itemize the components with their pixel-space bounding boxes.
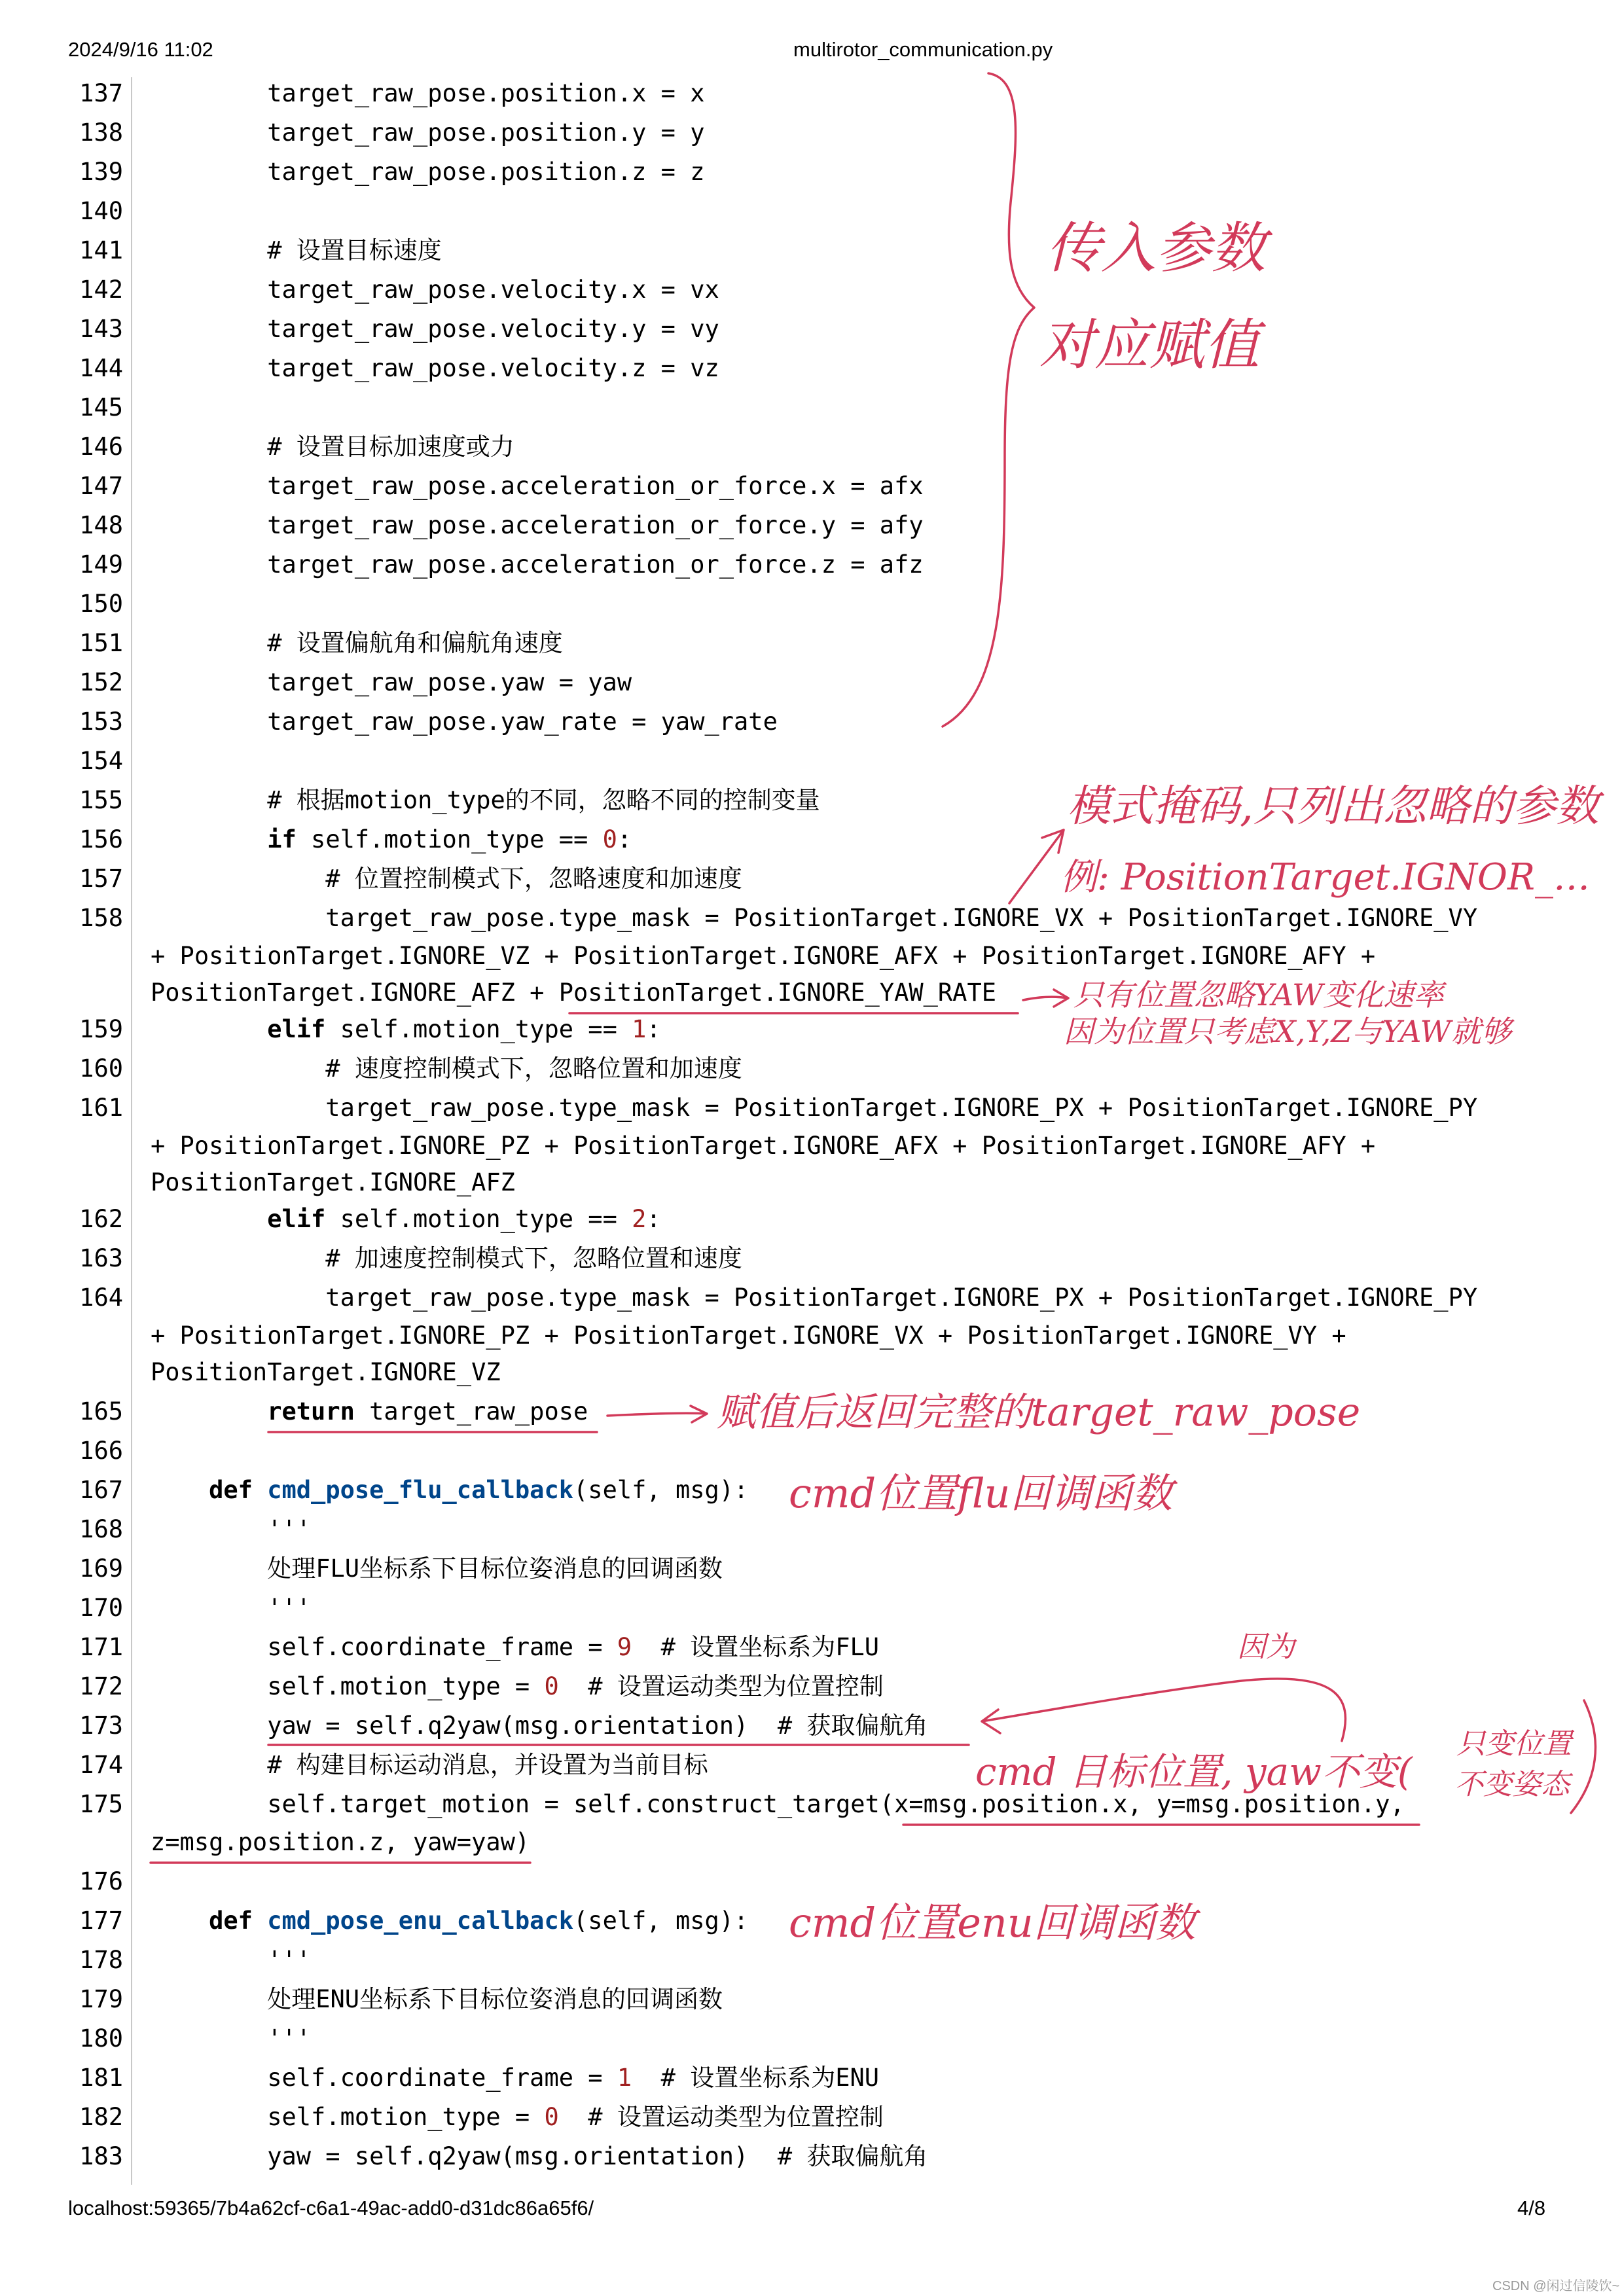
code-line: target_raw_pose.position.x = x: [151, 79, 705, 107]
code-line-wrap: PositionTarget.IGNORE_AFZ + PositionTarget.IGNORE_YAW_RATE: [151, 978, 997, 1007]
keyword: elif: [267, 1205, 326, 1233]
line-number: 139: [79, 158, 123, 186]
code-segment: # 设置运动类型为位置控制: [558, 2103, 884, 2131]
code-segment: # 设置运动类型为位置控制: [558, 1672, 884, 1700]
annotation-xyz-yaw: 因为位置只考虑X,Y,Z与YAW就够: [1064, 1014, 1511, 1049]
code-line: 处理FLU坐标系下目标位姿消息的回调函数: [151, 1554, 723, 1583]
code-line-wrap: + PositionTarget.IGNORE_VZ + PositionTarget.IGNORE_AFX + PositionTarget.IGNORE_AFY +: [151, 942, 1376, 970]
line-number: 177: [79, 1907, 123, 1935]
line-number: 143: [79, 315, 123, 343]
code-segment: self.motion_type ==: [325, 1205, 632, 1233]
code-line: target_raw_pose.acceleration_or_force.y = afy: [151, 511, 924, 539]
code-line: target_raw_pose.yaw = yaw: [151, 668, 632, 696]
code-line: target_raw_pose.yaw_rate = yaw_rate: [151, 708, 778, 736]
line-number: 142: [79, 276, 123, 304]
annotation-no-attitude: 不变姿态: [1454, 1768, 1570, 1801]
code-segment: self.coordinate_frame =: [267, 1633, 617, 1661]
line-number: 145: [79, 393, 123, 422]
line-number: 179: [79, 1985, 123, 2013]
line-number: 182: [79, 2103, 123, 2131]
line-number: 138: [79, 118, 123, 147]
code-line-wrap: + PositionTarget.IGNORE_PZ + PositionTarget.IGNORE_VX + PositionTarget.IGNORE_VY +: [151, 1321, 1346, 1350]
code-line: yaw = self.q2yaw(msg.orientation) # 获取偏航角: [151, 1712, 928, 1740]
annotation-yaw-rate: 只有位置忽略YAW变化速率: [1073, 977, 1444, 1013]
print-datetime: 2024/9/16 11:02: [68, 38, 213, 61]
code-line: # 加速度控制模式下，忽略位置和速度: [151, 1244, 742, 1272]
line-number: 154: [79, 747, 123, 775]
line-number: 180: [79, 2024, 123, 2053]
line-number: 147: [79, 472, 123, 500]
keyword: def: [209, 1476, 253, 1504]
code-line: ''': [151, 2024, 312, 2053]
code-segment: self.motion_type ==: [325, 1015, 632, 1043]
code-line: # 设置目标加速度或力: [151, 433, 514, 461]
line-number: 165: [79, 1397, 123, 1426]
line-number: 163: [79, 1244, 123, 1272]
code-line: # 设置目标速度: [151, 236, 442, 264]
annotation-return: 赋值后返回完整的target_raw_pose: [717, 1390, 1361, 1435]
line-number: 144: [79, 354, 123, 382]
function-name: cmd_pose_enu_callback: [267, 1907, 574, 1935]
page-number: 4/8: [1517, 2197, 1546, 2219]
code-line: # 根据motion_type的不同，忽略不同的控制变量: [151, 786, 820, 814]
code-line: target_raw_pose.type_mask = PositionTarget.IGNORE_PX + PositionTarget.IGNORE_PY: [151, 1283, 1478, 1312]
code-line: ''': [151, 1515, 312, 1543]
code-segment: self.coordinate_frame =: [267, 2064, 617, 2092]
line-number: 167: [79, 1476, 123, 1504]
code-line: target_raw_pose.acceleration_or_force.z = afz: [151, 550, 924, 579]
code-segment: # 设置坐标系为ENU: [632, 2064, 880, 2092]
annotation-flu-callback: cmd位置flu回调函数: [789, 1469, 1173, 1517]
line-number: 168: [79, 1515, 123, 1543]
number-literal: 1: [617, 2064, 632, 2092]
keyword: def: [209, 1907, 253, 1935]
brace-params: [943, 73, 1034, 726]
line-number: 181: [79, 2064, 123, 2092]
line-number: 170: [79, 1594, 123, 1622]
code-line: # 位置控制模式下，忽略速度和加速度: [151, 865, 742, 893]
arrow-yaw-reason: [982, 1679, 1345, 1741]
line-number: 172: [79, 1672, 123, 1700]
code-line: target_raw_pose.type_mask = PositionTarget.IGNORE_PX + PositionTarget.IGNORE_PY: [151, 1094, 1478, 1122]
print-url: localhost:59365/7b4a62cf-c6a1-49ac-add0-d31dc86a65f6/: [68, 2197, 594, 2219]
code-segment: # 设置坐标系为FLU: [632, 1633, 880, 1661]
arrow-return: [607, 1406, 707, 1422]
code-segment: self.motion_type ==: [296, 825, 603, 853]
code-line-wrap: PositionTarget.IGNORE_VZ: [151, 1358, 501, 1386]
code-line: ''': [151, 1594, 312, 1622]
code-segment: :: [646, 1205, 661, 1233]
line-number: 150: [79, 590, 123, 618]
line-number: 183: [79, 2142, 123, 2170]
line-number: 148: [79, 511, 123, 539]
code-line: target_raw_pose.position.y = y: [151, 118, 705, 147]
code-segment: target_raw_pose: [354, 1397, 588, 1426]
line-number: 155: [79, 786, 123, 814]
keyword: if: [267, 825, 297, 853]
code-segment: self.motion_type =: [267, 2103, 545, 2131]
code-line: target_raw_pose.type_mask = PositionTarget.IGNORE_VX + PositionTarget.IGNORE_VY: [151, 904, 1478, 932]
line-number: 137: [79, 79, 123, 107]
line-number: 169: [79, 1554, 123, 1583]
number-literal: 1: [632, 1015, 647, 1043]
line-number: 178: [79, 1946, 123, 1974]
line-number: 156: [79, 825, 123, 853]
code-line: target_raw_pose.acceleration_or_force.x = afx: [151, 472, 924, 500]
number-literal: 0: [544, 1672, 559, 1700]
watermark: CSDN @闲过信陵饮~: [1492, 2279, 1620, 2293]
number-literal: 9: [617, 1633, 632, 1661]
arrow-mode-mask: [1009, 830, 1064, 903]
line-number: 152: [79, 668, 123, 696]
annotation-enu-callback: cmd位置enu回调函数: [789, 1899, 1196, 1946]
arrow-yaw-rate: [1023, 990, 1068, 1007]
number-literal: 2: [632, 1205, 647, 1233]
line-number: 173: [79, 1712, 123, 1740]
code-line: ''': [151, 1946, 312, 1974]
annotation-params-1: 传入参数: [1046, 216, 1267, 280]
line-number: 175: [79, 1790, 123, 1818]
keyword: elif: [267, 1015, 326, 1043]
code-line-wrap: z=msg.position.z, yaw=yaw): [151, 1828, 530, 1856]
number-literal: 0: [602, 825, 617, 853]
annotation-example: 例: PositionTarget.IGNOR_…: [1060, 856, 1591, 899]
code-segment: :: [646, 1015, 661, 1043]
line-number: 162: [79, 1205, 123, 1233]
annotation-params-2: 对应赋值: [1039, 313, 1260, 377]
line-number: 146: [79, 433, 123, 461]
line-number: 149: [79, 550, 123, 579]
line-number: 171: [79, 1633, 123, 1661]
line-number: 151: [79, 629, 123, 657]
keyword: return: [267, 1397, 355, 1426]
line-number: 166: [79, 1437, 123, 1465]
line-number: 141: [79, 236, 123, 264]
line-number: 159: [79, 1015, 123, 1043]
annotation-yaw-unchanged: cmd 目标位置, yaw不变(: [975, 1749, 1413, 1794]
code-line: 处理ENU坐标系下目标位姿消息的回调函数: [151, 1985, 723, 2013]
code-line-wrap: PositionTarget.IGNORE_AFZ: [151, 1168, 515, 1196]
line-number: 158: [79, 904, 123, 932]
code-segment: (self, msg):: [573, 1476, 749, 1504]
code-line: target_raw_pose.velocity.z = vz: [151, 354, 719, 382]
line-number: 161: [79, 1094, 123, 1122]
code-line-wrap: + PositionTarget.IGNORE_PZ + PositionTarget.IGNORE_AFX + PositionTarget.IGNORE_AFY +: [151, 1132, 1376, 1160]
line-number: 153: [79, 708, 123, 736]
line-number: 140: [79, 197, 123, 225]
annotation-mode-mask: 模式掩码,只列出忽略的参数: [1067, 781, 1599, 831]
code-line: # 设置偏航角和偏航角速度: [151, 629, 563, 657]
number-literal: 0: [544, 2103, 559, 2131]
line-number: 160: [79, 1054, 123, 1083]
code-line: target_raw_pose.position.z = z: [151, 158, 705, 186]
annotation-only-position: 只变位置: [1456, 1727, 1572, 1761]
line-number: 157: [79, 865, 123, 893]
line-number: 174: [79, 1751, 123, 1779]
code-line: self.target_motion = self.construct_target(x=msg.position.x, y=msg.position.y,: [151, 1790, 1405, 1818]
close-paren: [1571, 1700, 1595, 1813]
print-filename: multirotor_communication.py: [793, 38, 1053, 61]
code-line: # 构建目标运动消息，并设置为当前目标: [151, 1751, 708, 1779]
code-segment: self.motion_type =: [267, 1672, 545, 1700]
code-line: # 速度控制模式下，忽略位置和加速度: [151, 1054, 742, 1083]
line-number: 176: [79, 1867, 123, 1895]
code-line: yaw = self.q2yaw(msg.orientation) # 获取偏航角: [151, 2142, 928, 2170]
code-line: target_raw_pose.velocity.y = vy: [151, 315, 719, 343]
function-name: cmd_pose_flu_callback: [267, 1476, 574, 1504]
code-segment: :: [617, 825, 632, 853]
line-number: 164: [79, 1283, 123, 1312]
annotation-because: 因为: [1237, 1630, 1295, 1664]
code-segment: (self, msg):: [573, 1907, 749, 1935]
code-line: target_raw_pose.velocity.x = vx: [151, 276, 719, 304]
